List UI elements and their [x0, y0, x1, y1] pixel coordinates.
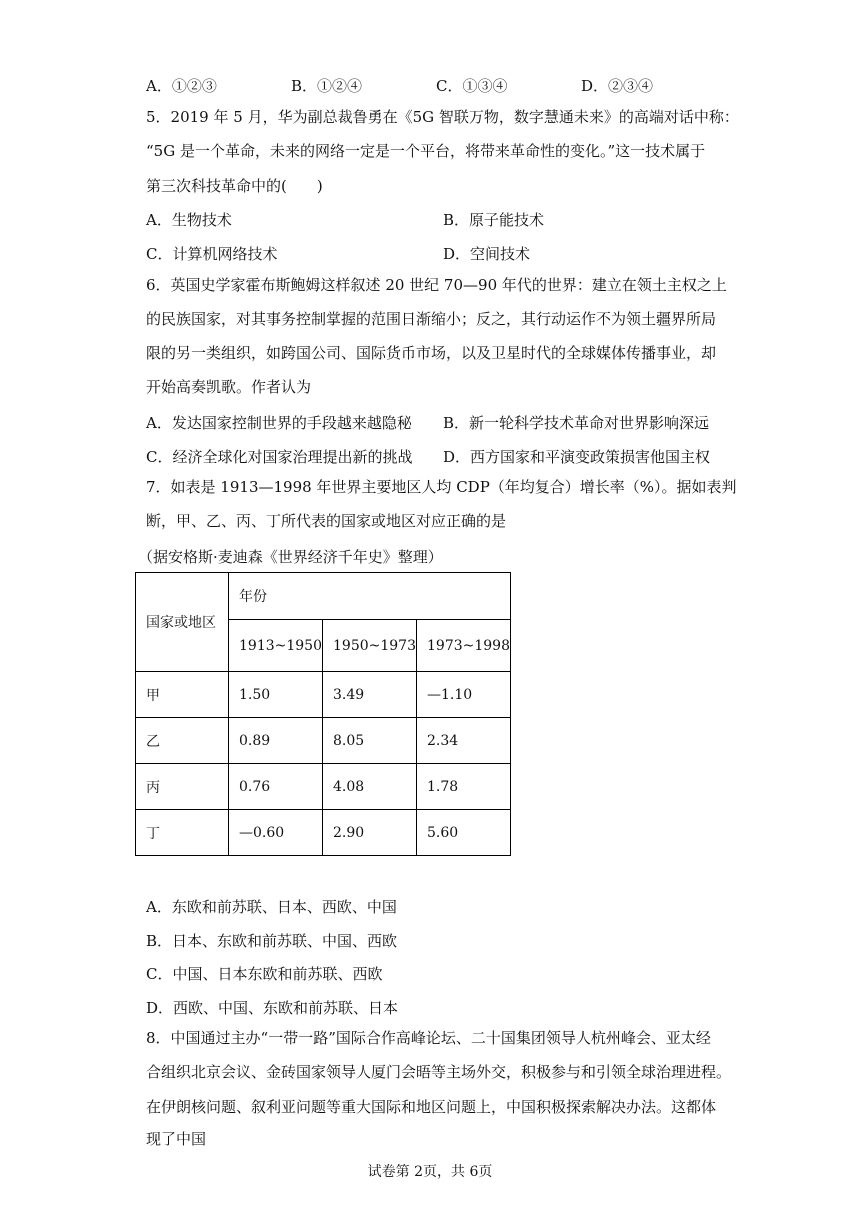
table-cell: 8.05 — [323, 718, 417, 764]
q5-stem-line-3: 第三次科技革命中的( ) — [146, 177, 323, 195]
table-row — [136, 672, 511, 718]
table-header-region: 国家或地区 — [136, 573, 229, 672]
q8-stem-line-3: 在伊朗核问题、叙利亚问题等重大国际和地区问题上，中国积极探索解决办法。这都体 — [146, 1098, 717, 1116]
q8-stem-line-1: 8．中国通过主办“一带一路”国际合作高峰论坛、二十国集团领导人杭州峰会、亚太经 — [146, 1029, 711, 1047]
q7-option-d: D．西欧、中国、东欧和前苏联、日本 — [146, 999, 399, 1017]
q4-option-b: B．①②④ — [291, 77, 363, 95]
table-cell: 3.49 — [323, 672, 417, 718]
table-row-label: 甲 — [136, 672, 229, 718]
table-cell: 0.89 — [229, 718, 323, 764]
q5-option-a: A．生物技术 — [146, 211, 232, 229]
q6-option-d: D．西方国家和平演变政策损害他国主权 — [443, 448, 711, 466]
q6-stem-line-4: 开始高奏凯歌。作者认为 — [146, 378, 312, 396]
q5-option-d: D．空间技术 — [443, 245, 531, 263]
q7-option-c: C．中国、日本东欧和前苏联、西欧 — [146, 965, 383, 983]
q8-stem-line-2: 合组织北京会议、金砖国家领导人厦门会晤等主场外交，积极参与和引领全球治理进程。 — [146, 1063, 732, 1081]
q4-option-d: D．②③④ — [581, 77, 654, 95]
table-header-period-2: 1950~1973 — [323, 620, 417, 672]
q7-table-source: （据安格斯·麦迪森《世界经济千年史》整理） — [138, 548, 443, 566]
q6-option-c: C．经济全球化对国家治理提出新的挑战 — [146, 448, 413, 466]
table-row — [136, 810, 511, 856]
q6-option-b: B．新一轮科学技术革命对世界影响深远 — [443, 414, 710, 432]
table-cell: 1.78 — [417, 764, 511, 810]
table-row — [136, 764, 511, 810]
table-cell: —0.60 — [229, 810, 323, 856]
table-cell: 5.60 — [417, 810, 511, 856]
table-header-period-3: 1973~1998 — [417, 620, 511, 672]
q4-option-a: A．①②③ — [146, 77, 217, 95]
table-cell: 4.08 — [323, 764, 417, 810]
q4-options — [146, 75, 726, 96]
table-cell: 2.34 — [417, 718, 511, 764]
q7-stem-line-2: 断，甲、乙、丙、丁所代表的国家或地区对应正确的是 — [146, 512, 507, 530]
table-header-period-1: 1913~1950 — [229, 620, 323, 672]
table-cell: 2.90 — [323, 810, 417, 856]
q7-stem-line-1: 7．如表是 1913—1998 年世界主要地区人均 CDP（年均复合）增长率（%）。据如表判 — [146, 478, 737, 496]
q6-stem-line-3: 限的另一类组织，如跨国公司、国际货币市场，以及卫星时代的全球媒体传播事业，却 — [146, 344, 717, 362]
q6-stem-line-1: 6．英国史学家霍布斯鲍姆这样叙述 20 世纪 70—90 年代的世界：建立在领土主权之上 — [146, 276, 727, 294]
table-cell: 1.50 — [229, 672, 323, 718]
q6-option-a: A．发达国家控制世界的手段越来越隐秘 — [146, 414, 412, 432]
q5-stem-line-1: 5．2019 年 5 月，华为副总裁鲁勇在《5G 智联万物，数字慧通未来》的高端对话中称： — [146, 108, 739, 126]
table-header-year: 年份 — [229, 573, 511, 620]
table-row-label: 丁 — [136, 810, 229, 856]
q8-stem-line-4: 现了中国 — [146, 1130, 207, 1148]
q5-option-c: C．计算机网络技术 — [146, 245, 278, 263]
q7-option-b: B．日本、东欧和前苏联、中国、西欧 — [146, 932, 398, 950]
table-row — [136, 718, 511, 764]
q5-option-b: B．原子能技术 — [443, 211, 545, 229]
q7-option-a: A．东欧和前苏联、日本、西欧、中国 — [146, 898, 397, 916]
table-row-label: 乙 — [136, 718, 229, 764]
q4-option-c: C．①③④ — [436, 77, 508, 95]
table-cell: 0.76 — [229, 764, 323, 810]
table-row-label: 丙 — [136, 764, 229, 810]
gdp-growth-table — [135, 572, 511, 856]
q6-stem-line-2: 的民族国家，对其事务控制掌握的范围日渐缩小；反之，其行动运作不为领土疆界所局 — [146, 310, 717, 328]
table-cell: —1.10 — [417, 672, 511, 718]
q5-stem-line-2: “5G 是一个革命，未来的网络一定是一个平台，将带来革命性的变化。”这一技术属于 — [146, 142, 706, 160]
page-footer: 试卷第 2页，共 6页 — [367, 1164, 493, 1180]
